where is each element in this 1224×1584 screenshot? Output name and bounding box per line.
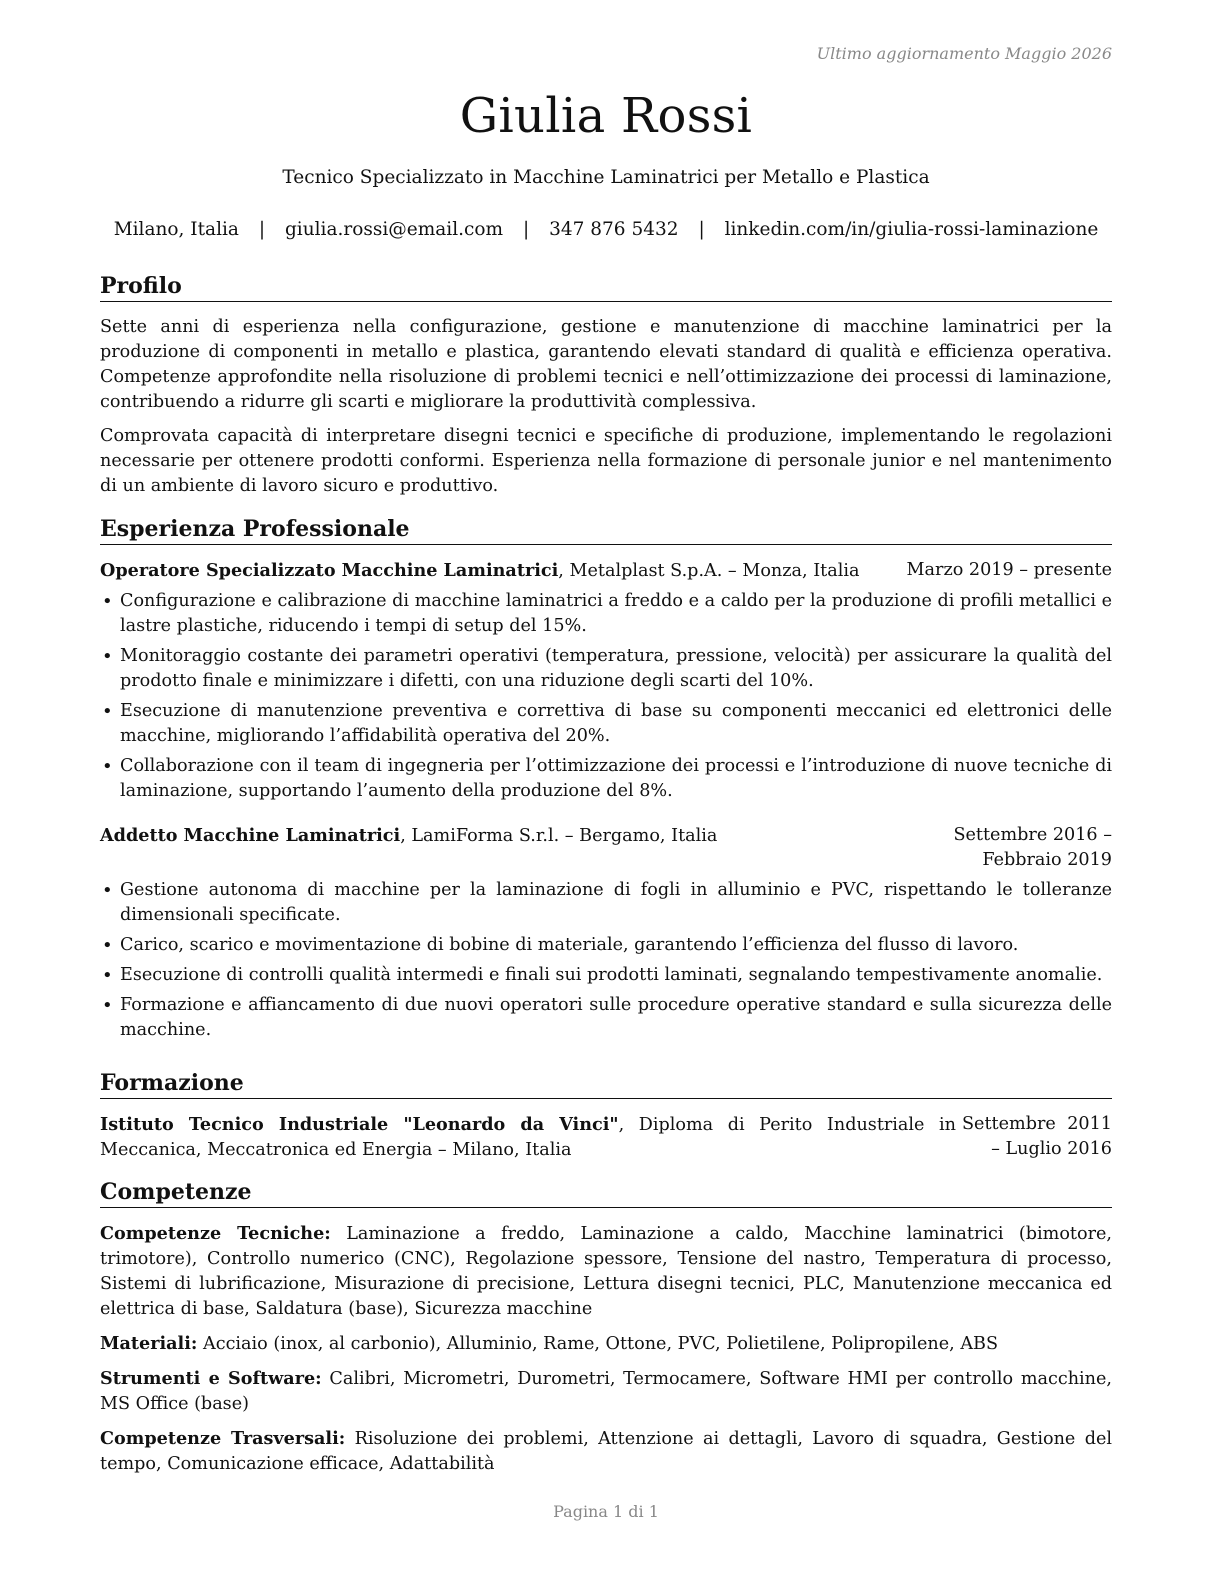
skill-text: Risoluzione dei problemi, Attenzione ai dettagli, Lavoro di squadra, Gestione del tempo, Comunicazione efficace, Adattabilità	[100, 1429, 1112, 1474]
job-header	[100, 823, 1112, 873]
list-item: • Carico, scarico e movimentazione di bobine di materiale, garantendo l’efficienza del flusso di lavoro.	[100, 933, 1112, 958]
profile-section	[100, 272, 1112, 499]
education-dates: Settembre 2011 – Luglio 2016	[962, 1114, 1112, 1159]
section-title-skills: Competenze	[100, 1178, 1112, 1208]
skill-group	[100, 1366, 1112, 1417]
contact-linkedin[interactable]: linkedin.com/in/giulia-rossi-laminazione	[724, 219, 1099, 240]
section-title-education: Formazione	[100, 1069, 1112, 1099]
list-item: • Configurazione e calibrazione di macchine laminatrici a freddo e a caldo per la produzione di profili metallici e lastre plastiche, riducendo i tempi di setup del 15%.	[100, 589, 1112, 639]
list-item: • Collaborazione con il team di ingegneria per l’ottimizzazione dei processi e l’introduzione di nuove tecniche di laminazione, supportando l’aumento della produzione del 8%.	[100, 754, 1112, 804]
job-company: , Metalplast S.p.A. – Monza, Italia	[558, 561, 860, 581]
skill-group	[100, 1426, 1112, 1477]
job-role: Operatore Specializzato Macchine Laminatrici	[100, 560, 559, 581]
list-item: • Formazione e affiancamento di due nuovi operatori sulle procedure operative standard e sulla sicurezza delle macchine.	[100, 993, 1112, 1043]
contact-location: Milano, Italia	[113, 219, 239, 240]
last-updated: Ultimo aggiornamento Maggio 2026	[816, 44, 1112, 63]
contact-phone: 347 876 5432	[549, 219, 679, 240]
job-entry	[100, 823, 1112, 1043]
profile-paragraph: Comprovata capacità di interpretare disegni tecnici e specifiche di produzione, implementando le regolazioni necessarie per ottenere prodotti conformi. Esperienza nella formazione di personale junior e nel mantenimento di un ambiente di lavoro sicuro e produttivo.	[100, 426, 1112, 496]
skill-label: Materiali:	[100, 1333, 198, 1354]
job-dates: Settembre 2016 – Febbraio 2019	[953, 825, 1112, 870]
contact-separator: |	[258, 219, 266, 240]
list-item: • Gestione autonoma di macchine per la laminazione di fogli in alluminio e PVC, rispettando le tolleranze dimensionali specificate.	[100, 878, 1112, 928]
job-dates: Marzo 2019 – presente	[906, 560, 1112, 580]
skills-section	[100, 1178, 1112, 1477]
list-item: • Esecuzione di controlli qualità intermedi e finali sui prodotti laminati, segnalando tempestivamente anomalie.	[100, 963, 1112, 988]
job-role: Addetto Macchine Laminatrici	[100, 825, 401, 846]
experience-section	[100, 515, 1112, 1048]
education-school: Istituto Tecnico Industriale "Leonardo da Vinci"	[100, 1114, 619, 1135]
contact-separator: |	[522, 219, 530, 240]
section-title-experience: Esperienza Professionale	[100, 515, 1112, 545]
skill-label: Competenze Trasversali:	[100, 1428, 346, 1449]
list-item: • Monitoraggio costante dei parametri operativi (temperatura, pressione, velocità) per assicurare la qualità del prodotto finale e minimizzare i difetti, con una riduzione degli scarti del 10%.	[100, 644, 1112, 694]
education-details: , Diploma di Perito Industriale in Meccanica, Meccatronica ed Energia – Milano, Italia	[100, 1115, 956, 1160]
profile-paragraph: Sette anni di esperienza nella configurazione, gestione e manutenzione di macchine laminatrici per la produzione di componenti in metallo e plastica, garantendo elevati standard di qualità e efficienza operativa. Competenze approfondite nella risoluzione di problemi tecnici e nell’ottimizzazione dei processi di laminazione, contribuendo a ridurre gli scarti e migliorare la produttività complessiva.	[100, 317, 1112, 412]
contact-separator: |	[698, 219, 705, 240]
page-number: Pagina 1 di 1	[553, 1502, 659, 1521]
education-section	[100, 1069, 1112, 1163]
candidate-name: Giulia Rossi	[459, 88, 753, 144]
skill-label: Strumenti e Software:	[100, 1368, 322, 1389]
skill-text: Acciaio (inox, al carbonio), Alluminio, Rame, Ottone, PVC, Polietilene, Polipropilene, ABS	[197, 1334, 999, 1354]
candidate-subtitle: Tecnico Specializzato in Macchine Laminatrici per Metallo e Plastica	[282, 167, 930, 188]
section-title-profile: Profilo	[100, 272, 1112, 302]
job-company: , LamiForma S.r.l. – Bergamo, Italia	[400, 826, 718, 846]
job-bullets	[100, 878, 1112, 1043]
skill-group	[100, 1221, 1112, 1322]
contact-email[interactable]: giulia.rossi@email.com	[284, 219, 504, 240]
skill-group	[100, 1331, 1112, 1357]
job-entry	[100, 558, 1112, 804]
education-entry	[100, 1112, 1112, 1163]
skill-text: Laminazione a freddo, Laminazione a caldo, Macchine laminatrici (bimotore, trimotore), Controllo numerico (CNC), Regolazione spessore, Tensione del nastro, Temperatura di processo, Sistemi di lubrificazione, Misurazione di precisione, Lettura disegni tecnici, PLC, Manutenzione meccanica ed elettrica di base, Saldatura (base), Sicurezza macchine	[100, 1224, 1112, 1319]
job-header	[100, 558, 1112, 584]
skill-text: Calibri, Micrometri, Durometri, Termocamere, Software HMI per controllo macchine, MS Office (base)	[100, 1369, 1112, 1414]
skill-label: Competenze Tecniche:	[100, 1223, 331, 1244]
job-bullets	[100, 589, 1112, 804]
list-item: • Esecuzione di manutenzione preventiva e correttiva di base su componenti meccanici ed elettronici delle macchine, migliorando l’affidabilità operativa del 20%.	[100, 699, 1112, 749]
resume-page	[100, 0, 1112, 1584]
contact-line	[100, 219, 1112, 240]
